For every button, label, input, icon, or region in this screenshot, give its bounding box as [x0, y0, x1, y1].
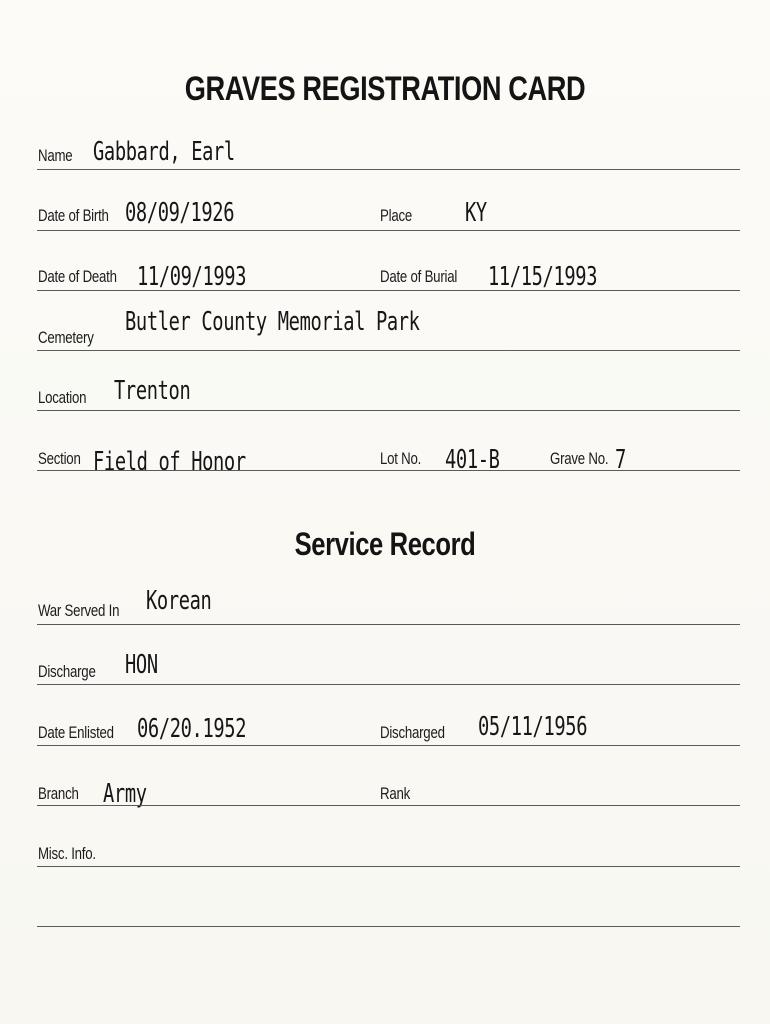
- branch-label: Branch: [38, 784, 79, 803]
- cemetery-line: [37, 350, 740, 351]
- date-enlisted-value: 06/20.1952: [137, 714, 247, 744]
- date-of-death-label: Date of Death: [38, 267, 117, 286]
- section-value: Field of Honor: [93, 447, 246, 477]
- date-of-burial-value: 11/15/1993: [488, 262, 598, 292]
- lot-no-value: 401-B: [445, 445, 500, 475]
- death-line: [37, 290, 740, 291]
- discharged-value: 05/11/1956: [478, 712, 588, 742]
- location-value: Trenton: [114, 376, 191, 406]
- discharged-label: Discharged: [380, 723, 445, 742]
- grave-no-label: Grave No.: [550, 449, 609, 468]
- date-enlisted-label: Date Enlisted: [38, 723, 114, 742]
- name-label: Name: [38, 146, 73, 165]
- location-line: [37, 410, 740, 411]
- lot-no-label: Lot No.: [380, 449, 422, 468]
- place-label: Place: [380, 206, 413, 225]
- place-value: KY: [465, 198, 487, 228]
- date-of-birth-label: Date of Birth: [38, 206, 109, 225]
- war-served-in-label: War Served In: [38, 601, 120, 620]
- name-line: [37, 169, 740, 170]
- cemetery-label: Cemetery: [38, 328, 94, 347]
- discharge-label: Discharge: [38, 662, 96, 681]
- rank-label: Rank: [380, 784, 411, 803]
- grave-no-value: 7: [615, 445, 626, 475]
- card-title: GRAVES REGISTRATION CARD: [184, 70, 586, 108]
- date-of-burial-label: Date of Burial: [380, 267, 458, 286]
- misc-info-label: Misc. Info.: [38, 844, 96, 863]
- misc-info-extra-line: [37, 926, 740, 927]
- discharge-value: HON: [125, 650, 158, 680]
- name-value: Gabbard, Earl: [93, 137, 235, 167]
- branch-line: [37, 805, 740, 806]
- enlisted-line: [37, 745, 740, 746]
- location-label: Location: [38, 388, 87, 407]
- discharge-line: [37, 684, 740, 685]
- birth-line: [37, 230, 740, 231]
- war-served-in-value: Korean: [146, 586, 212, 616]
- section-line: [37, 470, 740, 471]
- service-record-title: Service Record: [294, 526, 476, 562]
- misc-info-line: [37, 866, 740, 867]
- branch-value: Army: [103, 779, 147, 809]
- date-of-death-value: 11/09/1993: [137, 262, 247, 292]
- date-of-birth-value: 08/09/1926: [125, 198, 235, 228]
- war-line: [37, 624, 740, 625]
- cemetery-value: Butler County Memorial Park: [125, 307, 420, 337]
- section-label: Section: [38, 449, 81, 468]
